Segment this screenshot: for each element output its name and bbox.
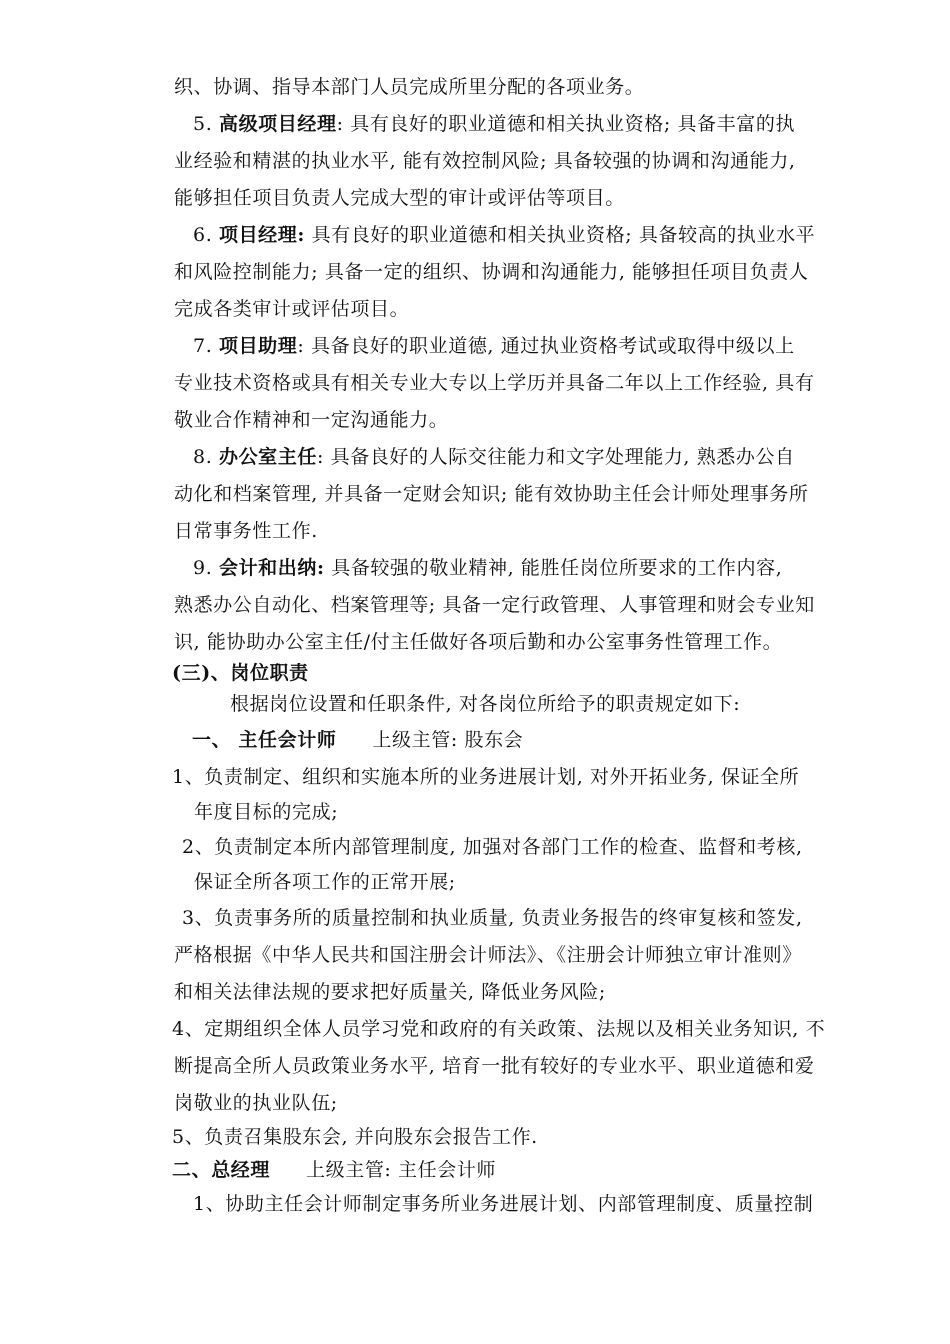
- qualification-item-5: [193, 111, 795, 137]
- paragraph-line: 熟悉办公自动化、档案管理等; 具备一定行政管理、人事管理和财会专业知: [174, 594, 815, 616]
- paragraph-line: 能够担任项目负责人完成大型的审计或评估等项目。: [174, 187, 625, 209]
- duty-item-1: 1、协助主任会计师制定事务所业务进展计划、内部管理制度、质量控制: [193, 1193, 814, 1215]
- duty-item-line: 年度目标的完成;: [194, 801, 339, 823]
- section-heading: (三)、岗位职责: [172, 662, 309, 684]
- paragraph-line: 敬业合作精神和一定沟通能力。: [174, 409, 449, 431]
- duty-item-5: 5、负责召集股东会, 并向股东会报告工作.: [172, 1126, 538, 1148]
- item-title: 项目经理:: [218, 224, 305, 246]
- role-heading-chief-accountant: [192, 727, 523, 753]
- item-title: 项目助理: [218, 335, 298, 357]
- qualification-item-9: [193, 555, 782, 581]
- role-title: 二、总经理: [172, 1159, 271, 1181]
- paragraph-line: 专业技术资格或具有相关专业大专以上学历并具备二年以上工作经验, 具有: [174, 372, 815, 394]
- item-number: 7.: [193, 335, 219, 357]
- section-intro: 根据岗位设置和任职条件, 对各岗位所给予的职责规定如下:: [230, 693, 741, 715]
- item-number: 5.: [193, 113, 219, 135]
- role-heading-general-manager: [172, 1157, 496, 1183]
- role-title: 一、 主任会计师: [192, 729, 337, 751]
- item-text: : 具备良好的职业道德, 通过执业资格考试或取得中级以上: [297, 335, 795, 357]
- qualification-item-6: [193, 222, 815, 248]
- paragraph-line: 日常事务性工作.: [174, 520, 318, 542]
- item-title: 办公室主任: [218, 446, 317, 468]
- item-text: : 具备良好的人际交往能力和文字处理能力, 熟悉办公自: [316, 446, 795, 468]
- duty-item-line: 保证全所各项工作的正常开展;: [194, 871, 456, 893]
- paragraph-line: 动化和档案管理, 并具备一定财会知识; 能有效协助主任会计师处理事务所: [174, 483, 809, 505]
- duty-item-line: 严格根据《中华人民共和国注册会计师法》、《注册会计师独立审计准则》: [174, 944, 802, 966]
- duty-item-2: 2、负责制定本所内部管理制度, 加强对各部门工作的检查、监督和考核,: [182, 836, 803, 858]
- item-title: 会计和出纳:: [218, 557, 325, 579]
- paragraph-line: 识, 能协助办公室主任/付主任做好各项后勤和办公室事务性管理工作。: [174, 631, 783, 653]
- qualification-item-7: [193, 333, 795, 359]
- duty-item-1: 1、负责制定、组织和实施本所的业务进展计划, 对外开拓业务, 保证全所: [172, 766, 800, 788]
- item-number: 8.: [193, 446, 219, 468]
- duty-item-3: 3、负责事务所的质量控制和执业质量, 负责业务报告的终审复核和签发,: [182, 907, 803, 929]
- paragraph-text: 织、协调、指导本部门人员完成所里分配的各项业务。: [174, 76, 645, 98]
- role-superior: 上级主管: 主任会计师: [306, 1159, 497, 1181]
- item-number: 9.: [193, 557, 219, 579]
- paragraph-line: 和风险控制能力; 具备一定的组织、协调和沟通能力, 能够担任项目负责人: [174, 261, 809, 283]
- duty-item-line: 断提高全所人员政策业务水平, 培育一批有较好的专业水平、职业道德和爱: [174, 1055, 815, 1077]
- paragraph-line: 业经验和精湛的执业水平, 能有效控制风险; 具备较强的协调和沟通能力,: [174, 150, 796, 172]
- item-text: : 具有良好的职业道德和相关执业资格; 具备丰富的执: [336, 113, 796, 135]
- item-text: 具备较强的敬业精神, 能胜任岗位所要求的工作内容,: [324, 557, 783, 579]
- role-superior: 上级主管: 股东会: [372, 729, 524, 751]
- qualification-item-8: [193, 444, 795, 470]
- duty-item-line: 和相关法律法规的要求把好质量关, 降低业务风险;: [174, 981, 606, 1003]
- duty-item-line: 岗敬业的执业队伍;: [174, 1092, 338, 1114]
- item-title: 高级项目经理: [218, 113, 337, 135]
- item-text: 具有良好的职业道德和相关执业资格; 具备较高的执业水平: [304, 224, 816, 246]
- duty-item-4: 4、定期组织全体人员学习党和政府的有关政策、法规以及相关业务知识, 不: [172, 1018, 826, 1040]
- paragraph-line: 完成各类审计或评估项目。: [174, 298, 410, 320]
- item-number: 6.: [193, 224, 219, 246]
- paragraph-continuation: [174, 74, 644, 100]
